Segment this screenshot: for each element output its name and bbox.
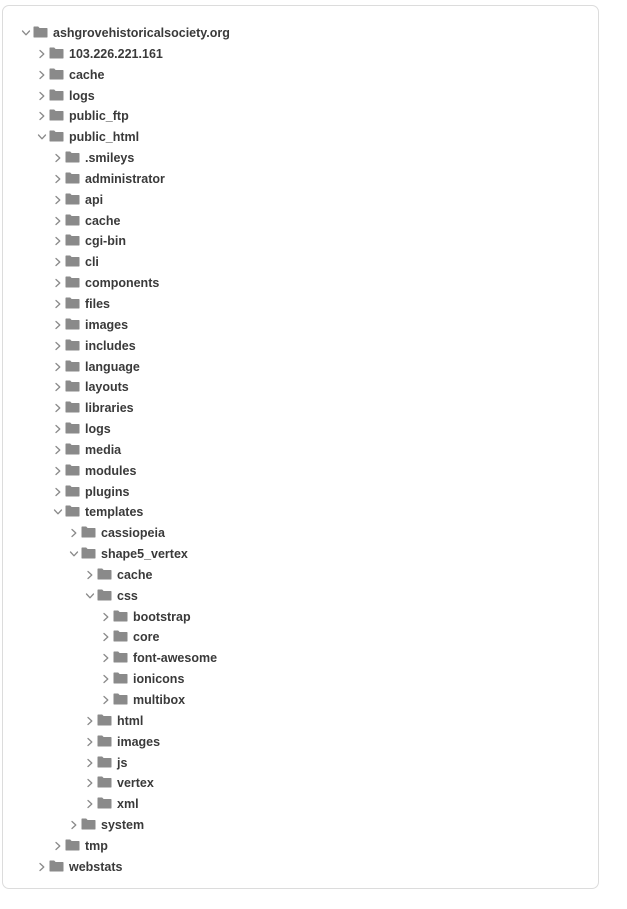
tree-row[interactable]: [3, 231, 600, 252]
chevron-right-icon[interactable]: [53, 236, 63, 246]
folder-label[interactable]: cassiopeia: [101, 526, 165, 541]
folder-label[interactable]: templates: [85, 505, 144, 520]
folder-label[interactable]: xml: [117, 797, 139, 812]
folder-icon: [49, 47, 64, 59]
tree-row[interactable]: [3, 586, 600, 607]
folder-icon: [97, 714, 112, 726]
chevron-right-icon[interactable]: [37, 91, 47, 101]
chevron-down-icon[interactable]: [21, 28, 31, 38]
folder-icon: [65, 485, 80, 497]
tree-row[interactable]: [3, 252, 600, 273]
folder-label[interactable]: modules: [85, 463, 137, 478]
chevron-right-icon[interactable]: [53, 195, 63, 205]
chevron-right-icon[interactable]: [53, 841, 63, 851]
folder-label[interactable]: cli: [85, 255, 99, 270]
folder-icon: [97, 797, 112, 809]
folder-icon: [65, 443, 80, 455]
tree-row[interactable]: [3, 815, 600, 836]
folder-label[interactable]: 103.226.221.161: [69, 46, 163, 61]
tree-row[interactable]: [3, 86, 600, 107]
folder-label[interactable]: administrator: [85, 171, 165, 186]
folder-icon: [65, 151, 80, 163]
tree-row[interactable]: [3, 794, 600, 815]
folder-icon: [113, 651, 128, 663]
tree-row[interactable]: [3, 607, 600, 628]
folder-label[interactable]: media: [85, 442, 122, 457]
folder-icon: [65, 464, 80, 476]
folder-label[interactable]: logs: [69, 88, 95, 103]
chevron-right-icon[interactable]: [53, 216, 63, 226]
tree-row[interactable]: [3, 65, 600, 86]
folder-label[interactable]: bootstrap: [133, 609, 191, 624]
tree-row[interactable]: [3, 732, 600, 753]
folder-label[interactable]: logs: [85, 422, 111, 437]
tree-row[interactable]: [3, 148, 600, 169]
folder-label[interactable]: images: [85, 317, 129, 332]
folder-icon: [65, 422, 80, 434]
chevron-right-icon[interactable]: [53, 278, 63, 288]
chevron-right-icon[interactable]: [101, 632, 111, 642]
folder-label[interactable]: public_ftp: [69, 109, 129, 124]
folder-icon: [49, 860, 64, 872]
folder-label[interactable]: webstats: [69, 859, 123, 874]
folder-label[interactable]: ashgrovehistoricalsociety.org: [53, 26, 230, 40]
chevron-right-icon[interactable]: [85, 778, 95, 788]
tree-row[interactable]: [3, 273, 600, 294]
folder-icon: [65, 276, 80, 288]
chevron-right-icon[interactable]: [85, 570, 95, 580]
chevron-right-icon[interactable]: [101, 612, 111, 622]
chevron-right-icon[interactable]: [53, 362, 63, 372]
chevron-right-icon[interactable]: [69, 528, 79, 538]
tree-row[interactable]: [3, 502, 600, 523]
tree-row[interactable]: [3, 106, 600, 127]
folder-icon: [97, 735, 112, 747]
folder-icon: [97, 589, 112, 601]
chevron-right-icon[interactable]: [69, 820, 79, 830]
folder-icon: [81, 818, 96, 830]
chevron-right-icon[interactable]: [37, 70, 47, 80]
folder-icon: [65, 505, 80, 517]
folder-icon: [113, 610, 128, 622]
folder-icon: [65, 255, 80, 267]
tree-row[interactable]: [3, 482, 600, 503]
chevron-right-icon[interactable]: [53, 257, 63, 267]
folder-label[interactable]: plugins: [85, 484, 130, 499]
chevron-down-icon[interactable]: [53, 507, 63, 517]
folder-icon: [49, 89, 64, 101]
tree-row[interactable]: [3, 690, 600, 711]
folder-label[interactable]: css: [117, 588, 138, 603]
tree-row[interactable]: [3, 773, 600, 794]
tree-row[interactable]: [3, 565, 600, 586]
chevron-right-icon[interactable]: [53, 153, 63, 163]
folder-icon: [65, 380, 80, 392]
folder-label[interactable]: files: [85, 296, 111, 311]
folder-label[interactable]: api: [85, 192, 104, 207]
folder-label[interactable]: layouts: [85, 380, 129, 395]
folder-icon: [113, 630, 128, 642]
chevron-down-icon[interactable]: [37, 132, 47, 142]
folder-label[interactable]: system: [101, 818, 145, 833]
folder-icon: [49, 68, 64, 80]
folder-icon: [65, 214, 80, 226]
chevron-right-icon[interactable]: [53, 174, 63, 184]
folder-icon: [97, 776, 112, 788]
folder-icon: [113, 672, 128, 684]
folder-icon: [65, 339, 80, 351]
chevron-right-icon[interactable]: [53, 487, 63, 497]
tree-row[interactable]: [3, 461, 600, 482]
folder-label[interactable]: shape5_vertex: [101, 547, 188, 562]
folder-icon: [81, 547, 96, 559]
tree-row[interactable]: [3, 377, 600, 398]
tree-row[interactable]: [3, 294, 600, 315]
folder-label[interactable]: html: [117, 713, 144, 728]
folder-icon: [49, 130, 64, 142]
chevron-right-icon[interactable]: [53, 341, 63, 351]
chevron-down-icon[interactable]: [69, 549, 79, 559]
folder-icon: [65, 234, 80, 246]
tree-row[interactable]: [3, 419, 600, 440]
chevron-right-icon[interactable]: [53, 403, 63, 413]
folder-label[interactable]: libraries: [85, 401, 134, 416]
tree-row[interactable]: [3, 211, 600, 232]
folder-label[interactable]: ionicons: [133, 672, 185, 687]
tree-row[interactable]: [3, 336, 600, 357]
chevron-right-icon[interactable]: [101, 695, 111, 705]
chevron-right-icon[interactable]: [37, 111, 47, 121]
chevron-right-icon[interactable]: [53, 382, 63, 392]
chevron-right-icon[interactable]: [37, 49, 47, 59]
tree-row[interactable]: [3, 753, 600, 774]
folder-icon: [65, 360, 80, 372]
chevron-right-icon[interactable]: [53, 424, 63, 434]
folder-label[interactable]: .smileys: [85, 151, 135, 166]
tree-row[interactable]: [3, 398, 600, 419]
folder-icon: [65, 297, 80, 309]
chevron-right-icon[interactable]: [53, 466, 63, 476]
folder-icon: [65, 172, 80, 184]
tree-row[interactable]: [3, 169, 600, 190]
folder-icon: [33, 26, 48, 38]
folder-label[interactable]: js: [117, 755, 128, 770]
folder-label[interactable]: tmp: [85, 838, 108, 853]
tree-row[interactable]: [3, 669, 600, 690]
folder-icon: [49, 109, 64, 121]
chevron-right-icon[interactable]: [53, 299, 63, 309]
folder-label[interactable]: includes: [85, 338, 136, 353]
file-tree-panel: [2, 5, 599, 889]
chevron-right-icon[interactable]: [101, 674, 111, 684]
tree-row[interactable]: [3, 857, 600, 878]
tree-row[interactable]: [3, 440, 600, 461]
folder-icon: [65, 401, 80, 413]
chevron-right-icon[interactable]: [85, 716, 95, 726]
folder-label[interactable]: multibox: [133, 693, 186, 707]
folder-label[interactable]: cache: [85, 213, 121, 228]
folder-label[interactable]: vertex: [117, 776, 154, 791]
chevron-right-icon[interactable]: [85, 758, 95, 768]
folder-icon: [97, 756, 112, 768]
folder-tree: [3, 23, 600, 878]
tree-row[interactable]: [3, 44, 600, 65]
chevron-right-icon[interactable]: [85, 737, 95, 747]
tree-row[interactable]: [3, 23, 600, 44]
tree-row[interactable]: [3, 315, 600, 336]
folder-label[interactable]: cache: [69, 67, 105, 82]
folder-label[interactable]: public_html: [69, 130, 140, 145]
folder-icon: [113, 693, 128, 705]
chevron-right-icon[interactable]: [53, 445, 63, 455]
folder-icon: [65, 318, 80, 330]
tree-row[interactable]: [3, 523, 600, 544]
folder-label[interactable]: core: [133, 630, 160, 645]
chevron-right-icon[interactable]: [85, 799, 95, 809]
tree-row[interactable]: [3, 544, 600, 565]
folder-label[interactable]: components: [85, 276, 160, 291]
folder-label[interactable]: language: [85, 359, 140, 374]
chevron-right-icon[interactable]: [53, 320, 63, 330]
tree-row[interactable]: [3, 627, 600, 648]
chevron-right-icon[interactable]: [37, 862, 47, 872]
folder-label[interactable]: cache: [117, 567, 153, 582]
folder-icon: [65, 193, 80, 205]
folder-label[interactable]: font-awesome: [133, 651, 218, 666]
tree-row[interactable]: [3, 711, 600, 732]
folder-icon: [81, 526, 96, 538]
tree-row[interactable]: [3, 190, 600, 211]
folder-icon: [97, 568, 112, 580]
chevron-right-icon[interactable]: [101, 653, 111, 663]
chevron-down-icon[interactable]: [85, 591, 95, 601]
folder-label[interactable]: images: [117, 734, 161, 749]
tree-row[interactable]: [3, 836, 600, 857]
tree-row[interactable]: [3, 648, 600, 669]
folder-icon: [65, 839, 80, 851]
tree-row[interactable]: [3, 357, 600, 378]
folder-label[interactable]: cgi-bin: [85, 234, 126, 249]
tree-row[interactable]: [3, 127, 600, 148]
